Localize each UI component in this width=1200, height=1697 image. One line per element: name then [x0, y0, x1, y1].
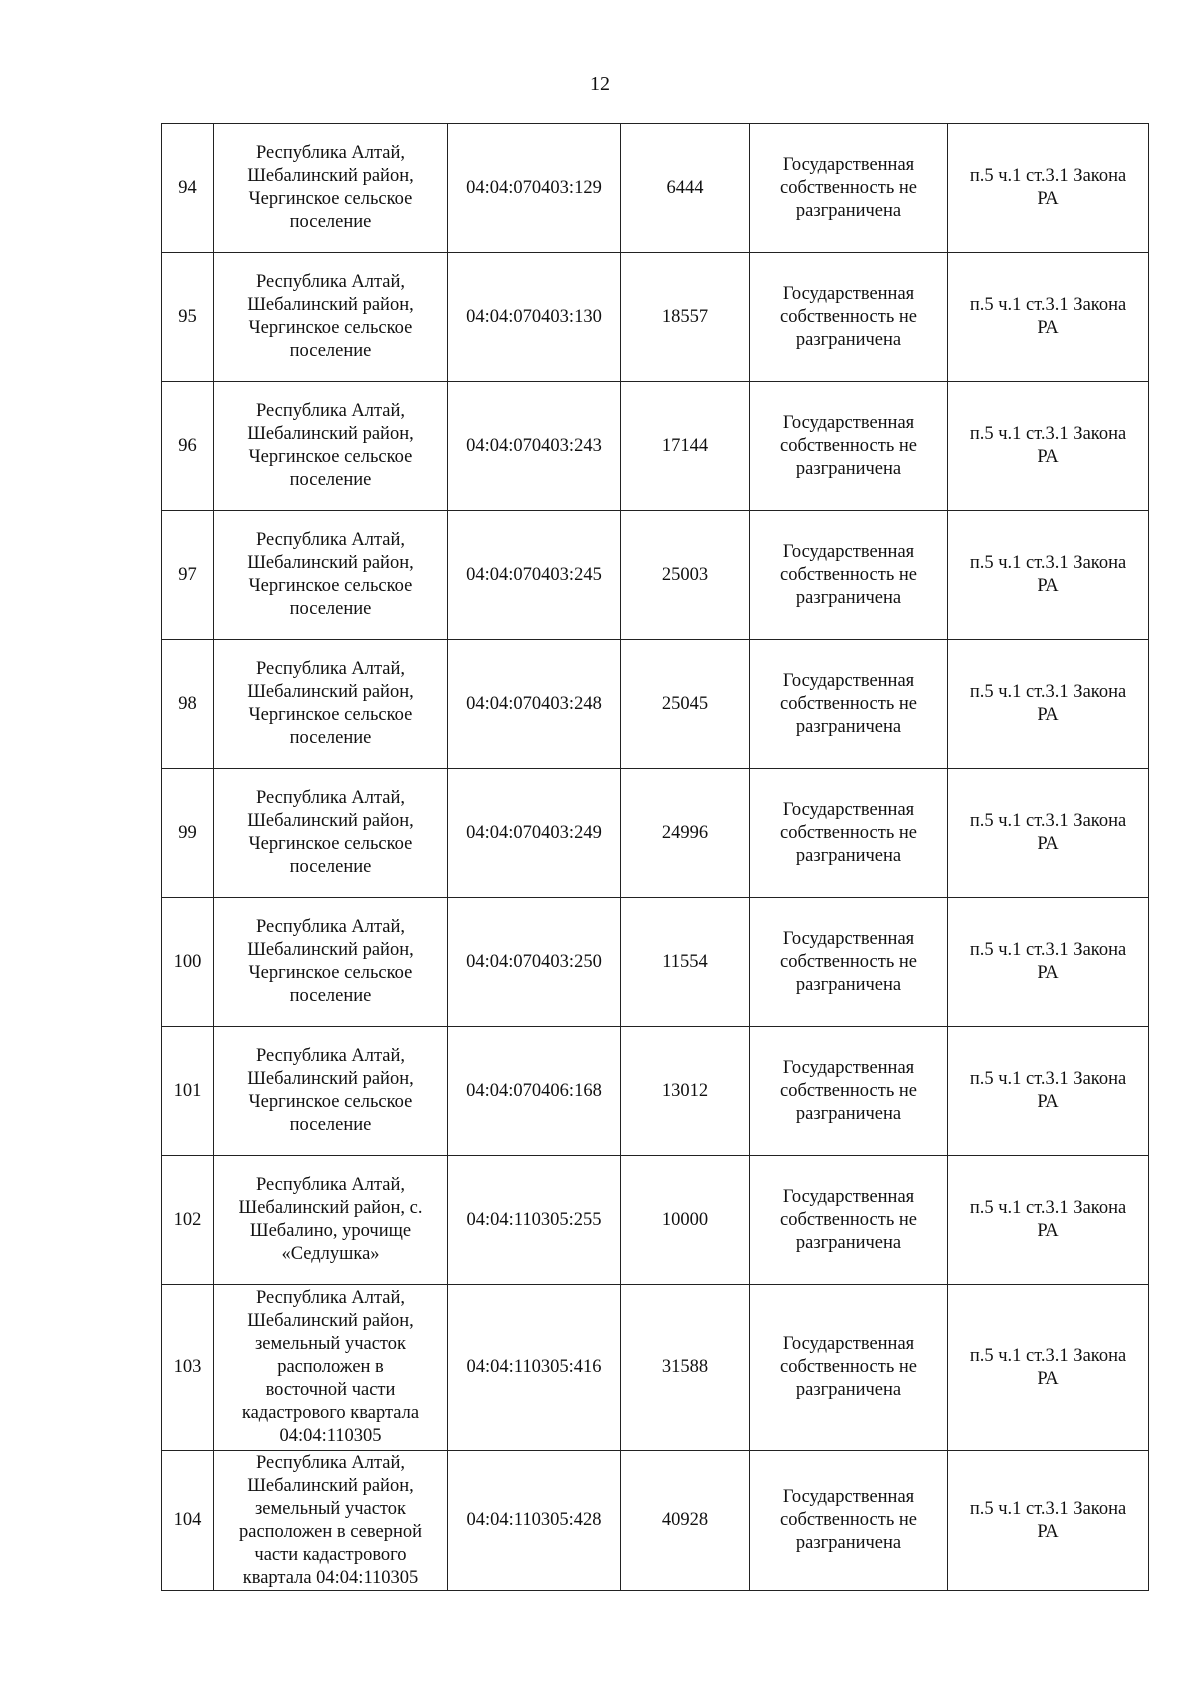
legal-basis-line: РА [1037, 705, 1059, 725]
legal-basis-line: п.5 ч.1 ст.3.1 Закона [969, 940, 1127, 960]
legal-basis-line: РА [1037, 1092, 1059, 1112]
row-number-cell: 103 [162, 1285, 214, 1451]
legal-basis-cell [948, 253, 1149, 382]
cadastral-number-cell: 04:04:070403:129 [448, 124, 621, 253]
area-cell: 17144 [621, 382, 750, 511]
legal-basis-cell [948, 769, 1149, 898]
address-line: Республика Алтай, [255, 1288, 406, 1308]
cadastral-number-cell: 04:04:110305:428 [448, 1451, 621, 1591]
row-number-cell: 101 [162, 1027, 214, 1156]
legal-basis-cell [948, 511, 1149, 640]
legal-basis-cell [948, 1285, 1149, 1451]
address-line: Шебалинский район, [247, 1311, 414, 1331]
address-line: Республика Алтай, [255, 530, 406, 550]
legal-basis-cell [948, 640, 1149, 769]
table-row [162, 1156, 1149, 1285]
row-number-cell: 100 [162, 898, 214, 1027]
address-line: кадастрового квартала [241, 1403, 420, 1423]
address-cell [214, 1156, 448, 1285]
address-line: поселение [289, 341, 372, 361]
ownership-line: собственность не [780, 822, 917, 843]
address-line: Шебалино, урочище [249, 1221, 412, 1241]
ownership-line: собственность не [780, 1510, 917, 1530]
address-cell [214, 124, 448, 253]
ownership-cell [750, 898, 948, 1027]
ownership-cell [750, 1027, 948, 1156]
address-cell [214, 1451, 448, 1591]
legal-basis-cell [948, 1027, 1149, 1156]
legal-basis-cell [948, 1451, 1149, 1591]
legal-basis-line: РА [1037, 963, 1059, 983]
page-number: 12 [590, 73, 610, 95]
row-number-cell: 104 [162, 1451, 214, 1591]
table-row [162, 1027, 1149, 1156]
table-row [162, 124, 1149, 253]
legal-basis-line: РА [1037, 189, 1059, 209]
area-cell: 10000 [621, 1156, 750, 1285]
address-line: 04:04:110305 [279, 1426, 382, 1446]
area-cell: 31588 [621, 1285, 750, 1451]
address-line: поселение [289, 857, 372, 877]
legal-basis-line: п.5 ч.1 ст.3.1 Закона [969, 811, 1127, 831]
address-line: Республика Алтай, [255, 788, 406, 808]
address-line: Шебалинский район, [247, 1475, 414, 1496]
area-cell: 18557 [621, 253, 750, 382]
row-number-cell: 98 [162, 640, 214, 769]
legal-basis-line: п.5 ч.1 ст.3.1 Закона [969, 295, 1127, 315]
land-plot-table [161, 123, 1149, 1591]
address-line: Шебалинский район, [247, 682, 414, 702]
ownership-line: разграничена [795, 1533, 902, 1553]
row-number-cell: 96 [162, 382, 214, 511]
table-row [162, 1285, 1149, 1451]
address-line: Республика Алтай, [255, 272, 406, 292]
cadastral-number-cell: 04:04:070403:250 [448, 898, 621, 1027]
address-cell [214, 898, 448, 1027]
address-line: Чергинское сельское [248, 318, 413, 338]
address-line: Шебалинский район, с. [238, 1198, 423, 1218]
ownership-cell [750, 1285, 948, 1451]
ownership-cell [750, 124, 948, 253]
ownership-line: Государственная [782, 154, 915, 175]
address-cell [214, 1027, 448, 1156]
area-cell: 6444 [621, 124, 750, 253]
address-line: поселение [289, 212, 372, 232]
ownership-line: Государственная [782, 1487, 915, 1507]
legal-basis-line: п.5 ч.1 ст.3.1 Закона [969, 682, 1127, 702]
ownership-line: Государственная [782, 928, 915, 949]
row-number-cell: 102 [162, 1156, 214, 1285]
row-number-cell: 95 [162, 253, 214, 382]
ownership-line: разграничена [795, 716, 902, 737]
address-cell [214, 253, 448, 382]
legal-basis-line: п.5 ч.1 ст.3.1 Закона [969, 1069, 1127, 1089]
ownership-cell [750, 382, 948, 511]
address-line: Чергинское сельское [248, 834, 413, 854]
table-row [162, 769, 1149, 898]
address-line: Чергинское сельское [248, 189, 413, 209]
address-line: Чергинское сельское [248, 705, 413, 725]
address-line: Шебалинский район, [247, 940, 414, 960]
address-line: поселение [289, 470, 372, 490]
legal-basis-line: РА [1037, 1368, 1059, 1389]
ownership-cell [750, 769, 948, 898]
legal-basis-line: РА [1037, 447, 1059, 467]
area-cell: 13012 [621, 1027, 750, 1156]
address-line: поселение [289, 728, 372, 748]
address-line: Республика Алтай, [255, 401, 406, 421]
ownership-line: собственность не [780, 564, 917, 585]
address-cell [214, 769, 448, 898]
legal-basis-line: РА [1037, 834, 1059, 854]
ownership-line: разграничена [795, 1103, 902, 1124]
ownership-line: разграничена [795, 845, 902, 866]
legal-basis-line: п.5 ч.1 ст.3.1 Закона [969, 166, 1127, 186]
area-cell: 25045 [621, 640, 750, 769]
address-line: «Седлушка» [281, 1244, 380, 1264]
ownership-line: Государственная [782, 1057, 915, 1078]
cadastral-number-cell: 04:04:110305:255 [448, 1156, 621, 1285]
address-line: поселение [289, 599, 372, 619]
address-line: Шебалинский район, [247, 166, 414, 186]
cadastral-number-cell: 04:04:070406:168 [448, 1027, 621, 1156]
address-line: расположен в [277, 1357, 384, 1377]
ownership-line: собственность не [780, 951, 917, 972]
address-line: поселение [289, 1115, 372, 1135]
address-cell [214, 382, 448, 511]
ownership-line: разграничена [795, 329, 902, 350]
area-cell: 11554 [621, 898, 750, 1027]
legal-basis-line: РА [1037, 576, 1059, 596]
address-line: Шебалинский район, [247, 295, 414, 315]
address-line: Шебалинский район, [247, 424, 414, 444]
row-number-cell: 99 [162, 769, 214, 898]
address-cell [214, 640, 448, 769]
table-row [162, 1451, 1149, 1591]
ownership-line: разграничена [795, 1380, 902, 1400]
legal-basis-cell [948, 898, 1149, 1027]
address-line: Республика Алтай, [255, 143, 406, 163]
ownership-line: собственность не [780, 1080, 917, 1101]
ownership-cell [750, 511, 948, 640]
address-line: Республика Алтай, [255, 917, 406, 937]
table-row [162, 898, 1149, 1027]
ownership-cell [750, 1451, 948, 1591]
cadastral-number-cell: 04:04:110305:416 [448, 1285, 621, 1451]
legal-basis-cell [948, 1156, 1149, 1285]
ownership-line: собственность не [780, 435, 917, 456]
cadastral-number-cell: 04:04:070403:243 [448, 382, 621, 511]
address-line: квартала 04:04:110305 [242, 1567, 419, 1588]
address-line: расположен в северной [238, 1521, 423, 1542]
address-line: Республика Алтай, [255, 659, 406, 679]
address-line: земельный участок [254, 1334, 407, 1354]
ownership-line: собственность не [780, 1357, 917, 1377]
legal-basis-line: п.5 ч.1 ст.3.1 Закона [969, 553, 1127, 573]
ownership-line: Государственная [782, 541, 915, 562]
ownership-cell [750, 1156, 948, 1285]
area-cell: 24996 [621, 769, 750, 898]
address-line: Республика Алтай, [255, 1046, 406, 1066]
ownership-line: собственность не [780, 177, 917, 198]
table-row [162, 511, 1149, 640]
row-number-cell: 97 [162, 511, 214, 640]
row-number-cell: 94 [162, 124, 214, 253]
ownership-line: разграничена [795, 200, 902, 221]
table-row [162, 253, 1149, 382]
cadastral-number-cell: 04:04:070403:245 [448, 511, 621, 640]
address-line: Чергинское сельское [248, 576, 413, 596]
ownership-line: разграничена [795, 974, 902, 995]
legal-basis-line: РА [1037, 318, 1059, 338]
ownership-line: Государственная [782, 1334, 915, 1354]
ownership-line: разграничена [795, 458, 902, 479]
legal-basis-line: п.5 ч.1 ст.3.1 Закона [969, 1198, 1127, 1218]
address-line: Шебалинский район, [247, 811, 414, 831]
table-body [162, 124, 1149, 1591]
legal-basis-cell [948, 382, 1149, 511]
address-line: земельный участок [254, 1498, 407, 1519]
legal-basis-line: РА [1037, 1521, 1059, 1542]
cadastral-number-cell: 04:04:070403:249 [448, 769, 621, 898]
ownership-line: собственность не [780, 306, 917, 327]
cadastral-number-cell: 04:04:070403:248 [448, 640, 621, 769]
cadastral-number-cell: 04:04:070403:130 [448, 253, 621, 382]
legal-basis-cell [948, 124, 1149, 253]
address-cell [214, 1285, 448, 1451]
ownership-line: разграничена [795, 587, 902, 608]
address-line: Чергинское сельское [248, 1092, 413, 1112]
table-row [162, 640, 1149, 769]
area-cell: 25003 [621, 511, 750, 640]
ownership-cell [750, 253, 948, 382]
address-line: Республика Алтай, [255, 1452, 406, 1473]
ownership-line: Государственная [782, 1186, 915, 1207]
address-line: восточной части [265, 1380, 396, 1400]
ownership-cell [750, 640, 948, 769]
ownership-line: собственность не [780, 1209, 917, 1230]
address-line: поселение [289, 986, 372, 1006]
address-line: Чергинское сельское [248, 447, 413, 467]
address-line: Шебалинский район, [247, 553, 414, 573]
area-cell: 40928 [621, 1451, 750, 1591]
legal-basis-line: п.5 ч.1 ст.3.1 Закона [969, 424, 1127, 444]
address-line: Республика Алтай, [255, 1175, 406, 1195]
ownership-line: Государственная [782, 799, 915, 820]
ownership-line: Государственная [782, 670, 915, 691]
address-cell [214, 511, 448, 640]
address-line: части кадастрового [254, 1544, 407, 1565]
ownership-line: разграничена [795, 1232, 902, 1253]
address-line: Шебалинский район, [247, 1069, 414, 1089]
ownership-line: Государственная [782, 283, 915, 304]
table-row [162, 382, 1149, 511]
address-line: Чергинское сельское [248, 963, 413, 983]
ownership-line: собственность не [780, 693, 917, 714]
legal-basis-line: п.5 ч.1 ст.3.1 Закона [969, 1345, 1127, 1366]
legal-basis-line: РА [1037, 1221, 1059, 1241]
ownership-line: Государственная [782, 412, 915, 433]
legal-basis-line: п.5 ч.1 ст.3.1 Закона [969, 1498, 1127, 1519]
